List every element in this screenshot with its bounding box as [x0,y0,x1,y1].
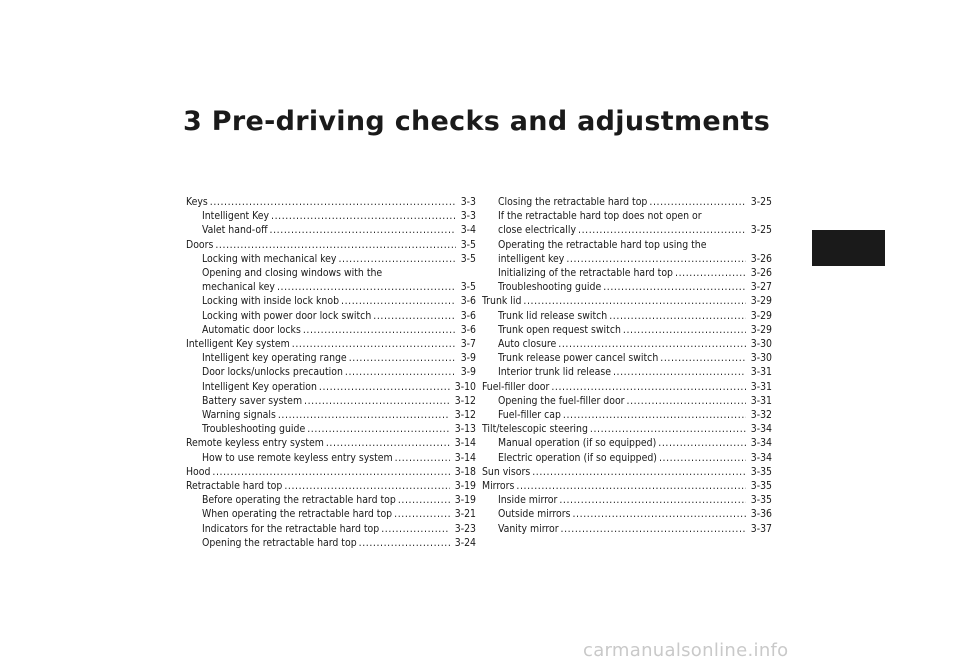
leader-dots [210,195,456,209]
leader-dots [277,280,456,294]
toc-entry-page: 3-34 [750,437,772,450]
toc-entry-page: 3-35 [750,465,772,478]
toc-entry-page: 3-6 [460,295,476,308]
toc-entry-title: Sun visors [482,465,531,478]
toc-entry-page: 3-35 [750,494,772,507]
toc-entry-title: Locking with power door lock switch [202,309,372,322]
leader-dots [609,309,746,323]
toc-entry [186,408,476,422]
toc-entry [186,536,476,550]
toc-entry [482,365,772,379]
toc-entry-title: Intelligent key operating range [202,352,347,365]
leader-dots [212,465,449,479]
toc-entry [186,451,476,465]
toc-entry [482,451,772,465]
toc-entry-page: 3-30 [750,338,772,351]
toc-entry-title: Warning signals [202,409,276,422]
toc-entry [482,195,772,209]
toc-entry-title: Battery saver system [202,394,303,407]
toc-entry-page: 3-25 [750,224,772,237]
toc-entry-page: 3-26 [750,267,772,280]
toc-entry [186,195,476,209]
toc-entry-page: 3-27 [750,281,772,294]
toc-entry-page: 3-3 [460,196,476,208]
leader-dots [578,223,746,237]
toc-entry [482,294,772,308]
toc-entry-page: 3-14 [454,437,476,450]
toc-entry-page: 3-6 [460,309,476,322]
toc-entry-title: Intelligent Key operation [202,380,317,393]
leader-dots [398,493,450,507]
leader-dots [326,436,450,450]
watermark: carmanualsonline.info [583,640,789,661]
toc-entry-title: Trunk lid release switch [498,309,608,322]
leader-dots [215,238,455,252]
leader-dots [532,465,746,479]
toc-entry-title: Mirrors [482,480,515,493]
toc-entry-title: Tilt/telescopic steering [482,423,588,436]
leader-dots [660,351,746,365]
toc-entry [482,507,772,521]
toc-entry-title-cont: intelligent key [498,252,565,265]
toc-entry-title: Outside mirrors [498,508,571,521]
toc-entry-page: 3-36 [750,508,772,521]
leader-dots [559,493,745,507]
toc-entry [186,380,476,394]
toc-entry-page: 3-18 [454,465,476,478]
toc-entry [186,309,476,323]
toc-entry-title: Inside mirror [498,494,558,507]
toc-entry-page: 3-13 [454,423,476,436]
toc-entry-page: 3-9 [460,352,476,365]
toc-entry [186,522,476,536]
leader-dots [566,252,745,266]
leader-dots [394,507,450,521]
toc-entry-title: Door locks/unlocks precaution [202,366,343,379]
toc-entry [186,323,476,337]
toc-entry [482,337,772,351]
toc-entry [186,337,476,351]
toc-entry-title: Locking with inside lock knob [202,295,340,308]
toc-entry [186,422,476,436]
leader-dots [613,365,746,379]
toc-entry [186,294,476,308]
leader-dots [345,365,456,379]
toc-entry-title: Manual operation (if so equipped) [498,437,657,450]
toc-entry-page: 3-34 [750,423,772,436]
toc-entry-title: Hood [186,465,211,478]
toc-entry-page: 3-10 [454,380,476,393]
toc-entry-page: 3-19 [454,480,476,493]
toc-entry-page: 3-29 [750,295,772,308]
toc-entry-page: 3-5 [460,281,476,294]
chapter-tab-marker [812,230,885,266]
toc-entry-page: 3-12 [454,394,476,407]
toc-entry [482,493,772,507]
toc-entry [482,380,772,394]
toc-entry-page: 3-19 [454,494,476,507]
leader-dots [658,436,746,450]
toc-entry [482,479,772,493]
toc-entry-title: Indicators for the retractable hard top [202,522,380,535]
toc-entry [186,394,476,408]
toc-entry-title: Valet hand-off [202,224,268,237]
leader-dots [338,252,455,266]
toc-entry-page: 3-5 [460,238,476,251]
leader-dots [523,294,745,308]
leader-dots [590,422,746,436]
toc-entry-page: 3-31 [750,366,772,379]
leader-dots [278,408,450,422]
toc-entry-title: Opening and closing windows with the [202,267,383,280]
toc-entry [186,436,476,450]
toc-entry-title: When operating the retractable hard top [202,508,393,521]
toc-entry-title: Doors [186,238,214,251]
toc-entry-title: Fuel-filler cap [498,409,561,422]
toc-entry-title: Intelligent Key system [186,338,290,351]
toc-entry-title: Interior trunk lid release [498,366,611,379]
toc-entry-title: Opening the fuel-filler door [498,394,625,407]
leader-dots [270,223,456,237]
toc-entry-page: 3-29 [750,309,772,322]
toc-entry [482,465,772,479]
leader-dots [659,451,746,465]
leader-dots [563,408,746,422]
leader-dots [319,380,450,394]
toc-entry [482,280,772,294]
toc-entry-page: 3-3 [460,210,476,223]
toc-entry-title: Electric operation (if so equipped) [498,451,657,464]
toc-entry [482,351,772,365]
leader-dots [675,266,746,280]
toc-left-column [186,195,476,550]
leader-dots [359,536,450,550]
leader-dots [603,280,746,294]
leader-dots [304,394,450,408]
toc-entry [186,209,476,223]
toc-entry [482,408,772,422]
toc-entry-title: Automatic door locks [202,323,301,336]
toc-entry [186,365,476,379]
toc-entry-title: Troubleshooting guide [202,423,306,436]
page-title: 3 Pre-driving checks and adjustments [183,106,771,137]
leader-dots [623,323,746,337]
toc-entry [186,252,476,266]
toc-entry-title: Troubleshooting guide [498,281,602,294]
toc-entry-title: Trunk release power cancel switch [498,352,659,365]
leader-dots [516,479,745,493]
toc-entry [482,209,772,237]
toc-entry-title-cont: close electrically [498,224,576,237]
toc-entry-page: 3-7 [460,338,476,351]
toc-entry-title: How to use remote keyless entry system [202,451,393,464]
leader-dots [307,422,450,436]
leader-dots [381,522,450,536]
toc-entry-page: 3-30 [750,352,772,365]
toc-entry [482,238,772,266]
toc-entry-page: 3-37 [750,522,772,535]
toc-entry-title: Remote keyless entry system [186,437,324,450]
toc-entry-page: 3-5 [460,252,476,265]
toc-entry-title: Trunk lid [482,295,522,308]
toc-entry [186,238,476,252]
toc-entry-page: 3-26 [750,252,772,265]
toc-entry [482,522,772,536]
toc-entry-title: Before operating the retractable hard top [202,494,396,507]
toc-entry [482,266,772,280]
toc-entry-title: Closing the retractable hard top [498,196,648,208]
toc-entry [186,223,476,237]
toc-entry [482,394,772,408]
toc-entry-title: Fuel-filler door [482,380,550,393]
toc-entry [186,493,476,507]
toc-entry-title: Initializing of the retractable hard top [498,267,673,280]
toc-entry [482,309,772,323]
toc-entry-page: 3-12 [454,409,476,422]
toc-entry-title: Operating the retractable hard top using the [498,238,707,251]
toc-entry-page: 3-9 [460,366,476,379]
leader-dots [627,394,746,408]
toc-entry-page: 3-32 [750,409,772,422]
toc-entry-page: 3-4 [460,224,476,237]
toc-entry-title: Trunk open request switch [498,323,621,336]
toc-entry-title: If the retractable hard top does not open or [498,210,702,223]
toc-entry [186,479,476,493]
toc-entry-title: Vanity mirror [498,522,559,535]
leader-dots [284,479,449,493]
toc-right-column [482,195,772,536]
leader-dots [303,323,456,337]
toc-entry [482,422,772,436]
toc-entry-page: 3-21 [454,508,476,521]
toc-entry-title: Locking with mechanical key [202,252,337,265]
leader-dots [395,451,450,465]
toc-entry [482,436,772,450]
toc-entry [186,465,476,479]
toc-entry-page: 3-31 [750,380,772,393]
toc-entry-title: Retractable hard top [186,480,283,493]
toc-entry-title: Keys [186,196,208,208]
leader-dots [649,195,745,209]
leader-dots [271,209,456,223]
toc-entry-page: 3-31 [750,394,772,407]
leader-dots [551,380,745,394]
toc-entry-title: Intelligent Key [202,210,270,223]
toc-entry-title: Opening the retractable hard top [202,536,357,549]
toc-entry-title-cont: mechanical key [202,281,275,294]
toc-entry-page: 3-35 [750,480,772,493]
leader-dots [373,309,455,323]
toc-entry [186,351,476,365]
toc-entry [186,507,476,521]
toc-entry-page: 3-23 [454,522,476,535]
toc-entry-page: 3-34 [750,451,772,464]
leader-dots [341,294,456,308]
toc-entry [482,323,772,337]
toc-entry-title: Auto closure [498,338,557,351]
leader-dots [558,337,745,351]
toc-entry-page: 3-24 [454,536,476,549]
leader-dots [561,522,746,536]
leader-dots [572,507,745,521]
toc-entry-page: 3-29 [750,323,772,336]
leader-dots [292,337,456,351]
toc-entry-page: 3-25 [750,196,772,208]
toc-entry-page: 3-6 [460,323,476,336]
toc-entry [186,266,476,294]
toc-entry-page: 3-14 [454,451,476,464]
leader-dots [349,351,456,365]
